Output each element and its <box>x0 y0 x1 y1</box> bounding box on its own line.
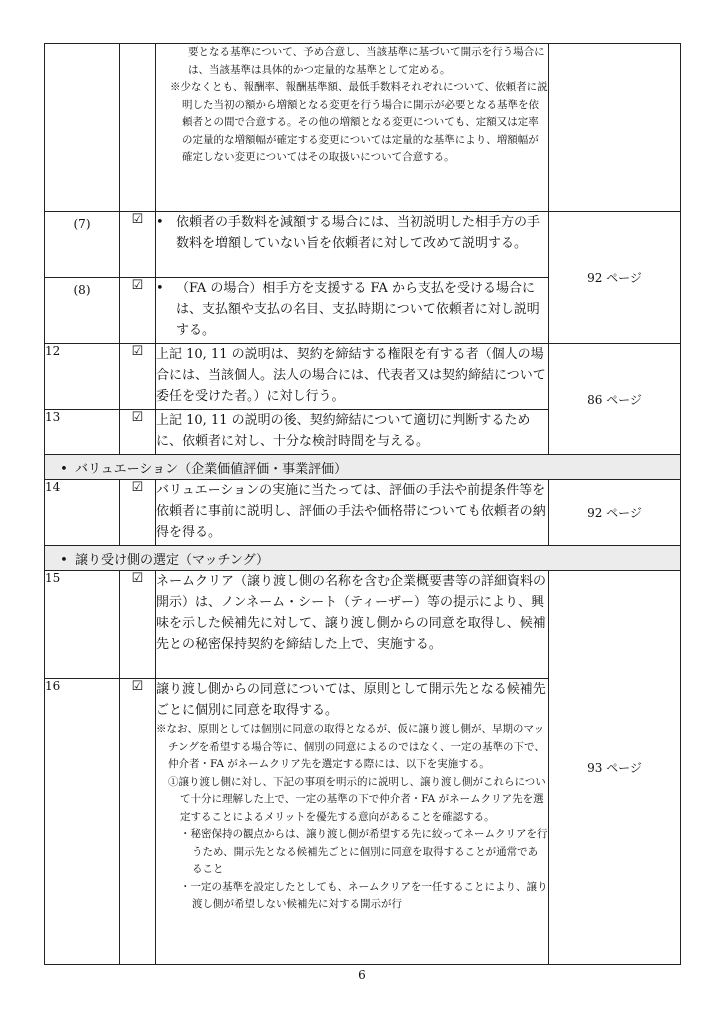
sub-item: ・秘密保持の観点からは、譲り渡し側が希望する先に絞ってネームクリアを行うため、開示先となる候補先ごとに個別に同意を取得することが通常であること <box>180 828 548 875</box>
page-reference: 92 ページ <box>549 212 681 344</box>
content-cell <box>156 278 549 344</box>
page-reference: 86 ページ <box>549 344 681 455</box>
checkbox-icon[interactable]: ☑ <box>120 679 156 965</box>
table-row <box>45 212 681 278</box>
table-row <box>45 571 681 679</box>
no-cell <box>45 44 120 212</box>
item-text: 依頼者の手数料を減額する場合には、当初説明した相手方の手数料を増額していない旨を依頼者に対して改めて説明する。 <box>176 215 541 251</box>
sub-item: ・一定の基準を設定したとしても、ネームクリアを一任することにより、譲り渡し側が希望しない候補先に対する開示が行 <box>180 880 548 910</box>
content-cell <box>156 679 549 965</box>
content-cell <box>156 44 549 212</box>
checkbox-icon[interactable]: ☑ <box>120 410 156 455</box>
page-number: 6 <box>358 968 366 982</box>
bullet-icon: • <box>156 281 164 296</box>
item-number: (7) <box>45 212 120 278</box>
item-text: （FA の場合）相手方を支援する FA から支払を受ける場合には、支払額や支払の名目、支払時期について依頼者に対し説明する。 <box>176 281 540 338</box>
checkbox-icon[interactable]: ☑ <box>120 278 156 344</box>
page-reference: 92 ページ <box>549 480 681 546</box>
item-number: 12 <box>45 344 120 410</box>
check-cell <box>120 44 156 212</box>
table-row <box>45 480 681 546</box>
table-row <box>45 344 681 410</box>
note: ※なお、原則としては個別に同意の取得となるが、仮に譲り渡し側が、早期のマッチングを希望する場合等に、個別の同意によるのではなく、一定の基準の下で、仲介者・FA がネームクリア先を選定する際には、以下を実施する。 <box>156 723 545 770</box>
checkbox-icon[interactable]: ☑ <box>120 571 156 679</box>
bullet-icon: • <box>60 461 68 477</box>
item-number: (8) <box>45 278 120 344</box>
bullet-icon: • <box>60 552 68 568</box>
item-number: 16 <box>45 679 120 965</box>
content-cell <box>156 212 549 278</box>
checkbox-icon[interactable]: ☑ <box>120 212 156 278</box>
paragraph: 要となる基準について、予め合意し、当該基準に基づいて開示を行う場合には、当該基準は具体的かつ定量的な基準として定める。 <box>188 46 545 76</box>
item-number: 13 <box>45 410 120 455</box>
bullet-icon: • <box>156 215 164 230</box>
checkbox-icon[interactable]: ☑ <box>120 480 156 546</box>
section-title: バリュエーション（企業価値評価・事業評価） <box>75 461 348 477</box>
page-cell <box>549 44 681 212</box>
item-text: ネームクリア（譲り渡し側の名称を含む企業概要書等の詳細資料の開示）は、ノンネーム・シート（ティーザー）等の提示により、興味を示した候補先に対して、譲り渡し側からの同意を取得し、候補先との秘密保持契約を締結した上で、実施する。 <box>156 571 549 679</box>
note: ※少なくとも、報酬率、報酬基準額、最低手数料それぞれについて、依頼者に説明した当初の額から増額となる変更を行う場合に開示が必要となる基準を依頼者との間で合意する。その他の増額となる変更についても、定額又は定率の定量的な増額幅が確定する変更については定量的な基準により、増額幅が確定しない変更についてはその取扱いについて合意する。 <box>170 81 548 163</box>
page-reference: 93 ページ <box>549 571 681 965</box>
numbered-item: ①譲り渡し側に対し、下記の事項を明示的に説明し、譲り渡し側がこれらについて十分に理解した上で、一定の基準の下で仲介者・FA がネームクリア先を選定することによるメリットを優先する意向があることを確認する。 <box>168 775 546 823</box>
item-text: 上記 10, 11 の説明の後、契約締結について適切に判断するために、依頼者に対し、十分な検討時間を与える。 <box>156 410 549 455</box>
item-text: 上記 10, 11 の説明は、契約を締結する権限を有する者（個人の場合には、当該個人。法人の場合には、代表者又は契約締結について委任を受けた者。）に対し行う。 <box>156 344 549 410</box>
item-number: 15 <box>45 571 120 679</box>
table-row <box>45 44 681 212</box>
checkbox-icon[interactable]: ☑ <box>120 344 156 410</box>
item-text: バリュエーションの実施に当たっては、評価の手法や前提条件等を依頼者に事前に説明し、評価の手法や価格帯についても依頼者の納得を得る。 <box>156 480 549 546</box>
section-title: 譲り受け側の選定（マッチング） <box>75 552 269 568</box>
item-number: 14 <box>45 480 120 546</box>
item-text: 譲り渡し側からの同意については、原則として開示先となる候補先ごとに個別に同意を取得する。 <box>156 682 546 718</box>
section-header <box>45 546 681 571</box>
section-header <box>45 455 681 480</box>
checklist-table <box>44 43 681 965</box>
